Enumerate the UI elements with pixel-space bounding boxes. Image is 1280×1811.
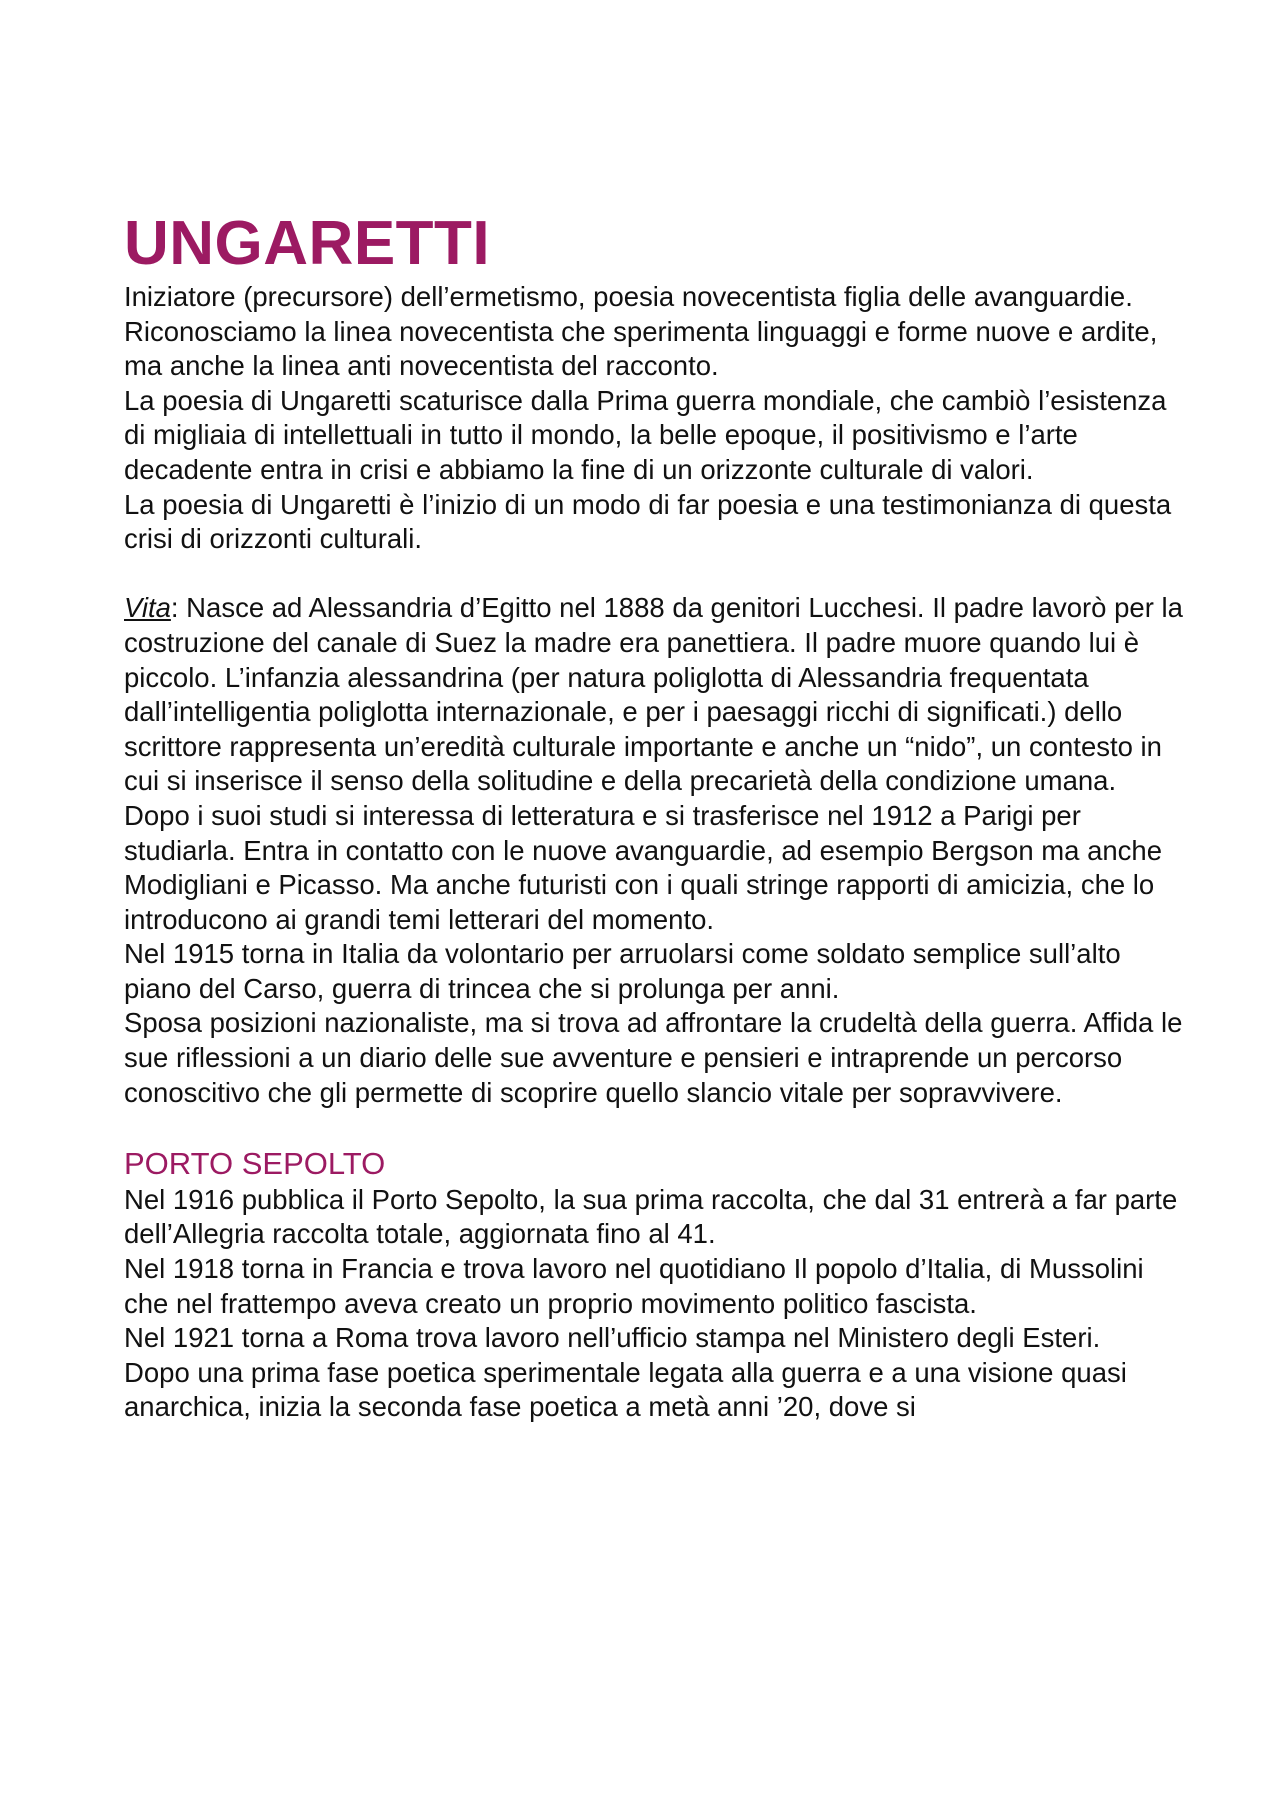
paragraph-spacer [124, 1110, 1184, 1145]
vita-paragraph: Nel 1915 torna in Italia da volontario per arruolarsi come soldato semplice sull’alto piano del Carso, guerra di trincea che si prolunga per anni. [124, 938, 1121, 1004]
vita-paragraph: Dopo i suoi studi si interessa di letteratura e si trasferisce nel 1912 a Parigi per studiarla. Entra in contatto con le nuove avanguardie, ad esempio Bergson ma anche Modigliani e Picasso. Ma anche futuristi con i quali stringe rapporti di amicizia, che lo introducono ai grandi temi letterari del momento. [124, 799, 1163, 935]
document-body [124, 208, 1184, 1425]
intro-paragraph: La poesia di Ungaretti scaturisce dalla Prima guerra mondiale, che cambiò l’esistenza di migliaia di intellettuali in tutto il mondo, la belle epoque, il positivismo e l’arte decadente entra in crisi e abbiamo la fine di un orizzonte culturale di valori. [124, 384, 1167, 485]
porto-sepolto-paragraph: Nel 1921 torna a Roma trova lavoro nell’ufficio stampa nel Ministero degli Esteri. [124, 1322, 1101, 1354]
vita-paragraph: Sposa posizioni nazionaliste, ma si trova ad affrontare la crudeltà della guerra. Affida le sue riflessioni a un diario delle sue avventure e pensieri e intraprende un percorso conoscitivo che gli permette di scoprire quello slancio vitale per sopravvivere. [124, 1007, 1183, 1108]
vita-text: Nasce ad Alessandria d’Egitto nel 1888 da genitori Lucchesi. Il padre lavorò per la costruzione del canale di Suez la madre era panettiera. Il padre muore quando lui è piccolo. L’infanzia alessandrina (per natura poliglotta di Alessandria frequentata dall’intelligentia poliglotta internazionale, e per i paesaggi ricchi di significati.) dello scrittore rappresenta un’eredità culturale importante e anche un “nido”, un contesto in cui si inserisce il senso della solitudine e della precarietà della condizione umana. [124, 592, 1183, 797]
intro-paragraph: La poesia di Ungaretti è l’inizio di un modo di far poesia e una testimonianza di questa crisi di orizzonti culturali. [124, 488, 1172, 555]
paragraph-spacer [124, 557, 1184, 592]
document-title: UNGARETTI [124, 209, 491, 278]
porto-sepolto-paragraph: Dopo una prima fase poetica sperimentale legata alla guerra e a una visione quasi anarchica, inizia la seconda fase poetica a metà anni ’20, dove si [124, 1356, 1127, 1423]
section-heading-porto-sepolto: PORTO SEPOLTO [124, 1145, 386, 1181]
porto-sepolto-paragraph: Nel 1918 torna in Francia e trova lavoro nel quotidiano Il popolo d’Italia, di Mussolini che nel frattempo aveva creato un proprio movimento politico fascista. [124, 1253, 1144, 1319]
intro-paragraph: Riconosciamo la linea novecentista che sperimenta linguaggi e forme nuove e ardite, ma anche la linea anti novecentista del racconto. [124, 315, 1158, 382]
intro-paragraph: Iniziatore (precursore) dell’ermetismo, poesia novecentista figlia delle avanguardie. [124, 281, 1133, 312]
porto-sepolto-paragraph: Nel 1916 pubblica il Porto Sepolto, la sua prima raccolta, che dal 31 entrerà a far parte dell’Allegria raccolta totale, aggiornata fino al 41. [124, 1183, 1178, 1250]
vita-label: Vita [124, 592, 171, 624]
vita-separator: : [170, 592, 179, 624]
vita-paragraph [124, 591, 1184, 799]
